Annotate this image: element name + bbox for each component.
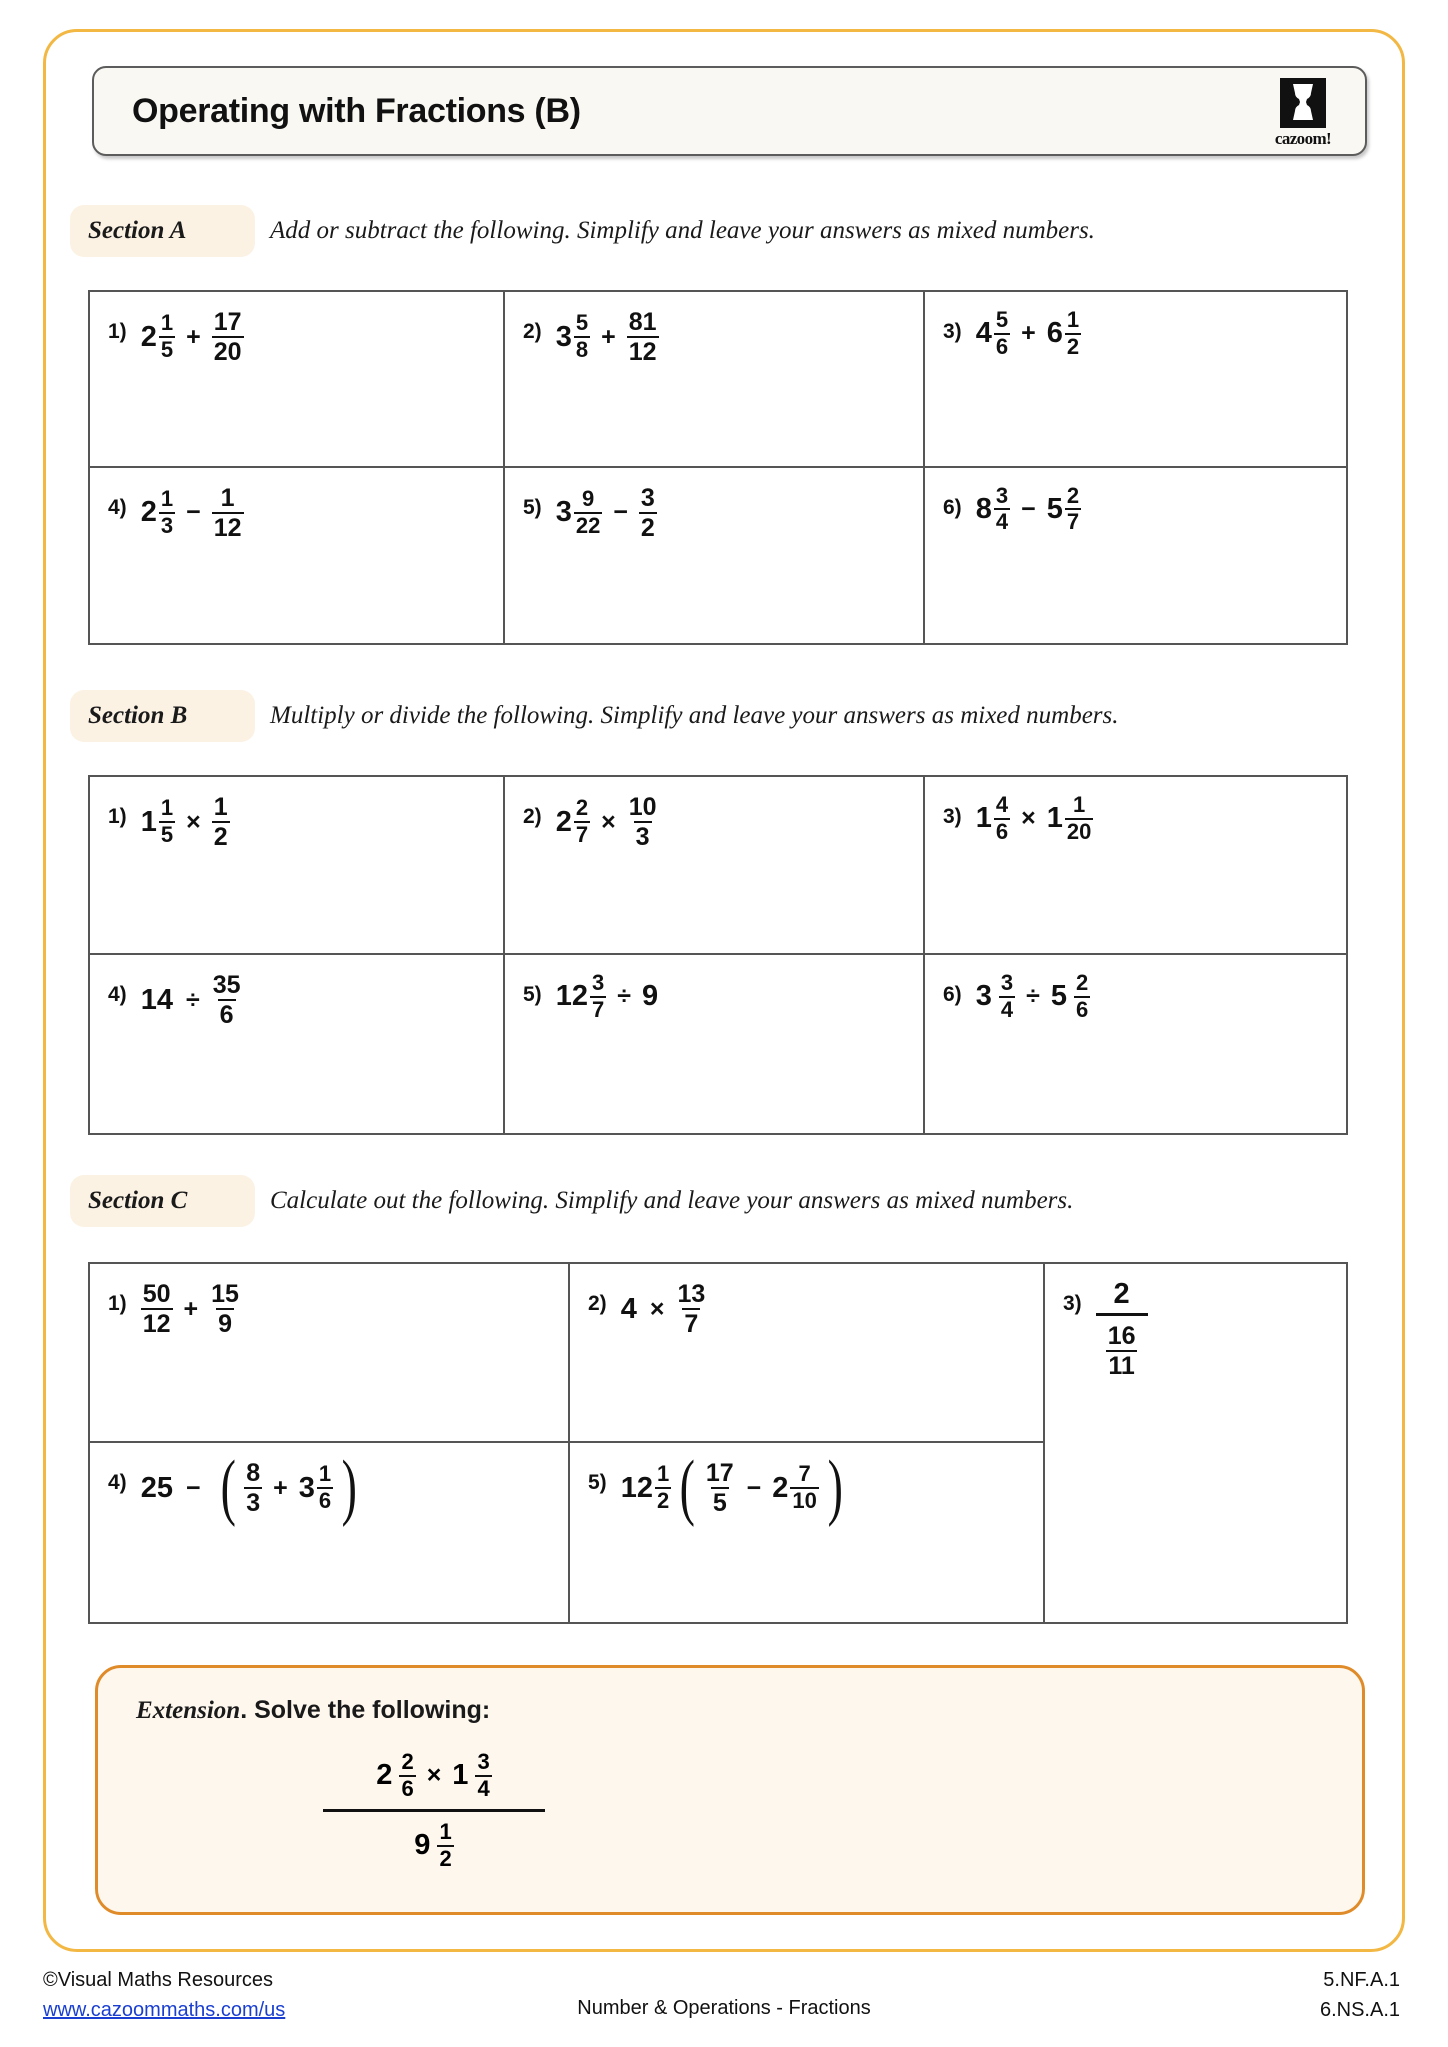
extension-expression xyxy=(323,1750,545,1872)
cazoom-logo xyxy=(1259,76,1347,150)
question-number: 1) xyxy=(108,320,127,343)
copyright-text: ©Visual Maths Resources xyxy=(43,1969,274,1991)
fraction-numerator: 15 xyxy=(211,1280,239,1308)
section-b-instruction: Multiply or divide the following. Simplify and leave your answers as mixed numbers. xyxy=(270,702,1119,729)
section-a-pill xyxy=(70,205,255,257)
fraction-denominator: 10 xyxy=(792,1488,817,1513)
fraction-denominator: 4 xyxy=(995,509,1009,535)
question-number: 6) xyxy=(943,495,962,519)
fraction-numerator: 1 xyxy=(1072,792,1086,817)
mixed-whole-part: 3 xyxy=(555,496,572,528)
open-paren: ( xyxy=(679,1446,696,1529)
mixed-whole-part: 9 xyxy=(414,1829,431,1862)
operator: − xyxy=(613,498,628,526)
fraction-denominator: 5 xyxy=(160,337,174,362)
mixed-whole-part: 2 xyxy=(376,1759,393,1792)
cazoom-cup-logo-icon xyxy=(1280,78,1326,128)
mixed-whole-part: 1 xyxy=(140,805,157,838)
fraction-numerator: 81 xyxy=(628,308,657,336)
whole-number: 4 xyxy=(620,1292,637,1325)
operator: × xyxy=(186,807,201,836)
fraction-numerator: 35 xyxy=(212,971,241,999)
operator: − xyxy=(1021,494,1036,523)
fraction-numerator: 1 xyxy=(439,1819,452,1845)
fraction xyxy=(212,484,244,542)
question-expression xyxy=(556,793,659,851)
mixed-number xyxy=(772,1462,819,1513)
section-a-question-grid xyxy=(88,290,1348,645)
fraction-numerator: 2 xyxy=(401,1749,414,1774)
question-number: 5) xyxy=(523,495,542,519)
fraction-numerator: 1 xyxy=(318,1461,332,1487)
fraction-numerator: 5 xyxy=(575,310,589,336)
mixed-number xyxy=(141,487,175,538)
fraction xyxy=(574,487,602,538)
close-paren: ) xyxy=(827,1446,843,1529)
fraction xyxy=(437,1820,453,1871)
mixed-whole-part: 3 xyxy=(975,980,992,1013)
complex-fraction-denominator xyxy=(1096,1313,1148,1380)
fraction xyxy=(212,308,244,366)
fraction xyxy=(141,1280,173,1338)
fraction-numerator: 17 xyxy=(705,1459,734,1487)
question-cell[interactable] xyxy=(90,468,505,644)
fraction xyxy=(212,793,230,851)
mixed-number xyxy=(1047,308,1081,359)
fraction-denominator: 4 xyxy=(477,1775,490,1801)
open-paren: ( xyxy=(220,1446,236,1529)
complex-fraction-numerator: 2 xyxy=(1113,1278,1130,1310)
question-cell[interactable] xyxy=(570,1443,1045,1622)
fraction-denominator: 3 xyxy=(160,512,174,538)
fraction-denominator: 2 xyxy=(439,1845,452,1871)
fraction xyxy=(159,487,175,538)
fraction xyxy=(574,796,590,847)
fraction xyxy=(1065,484,1081,535)
section-b-label: Section B xyxy=(88,702,188,729)
question-expression xyxy=(621,1280,708,1338)
operator: × xyxy=(601,807,616,836)
mixed-number xyxy=(452,1750,491,1801)
mixed-number xyxy=(141,311,175,362)
fraction xyxy=(159,311,175,362)
section-c-pill xyxy=(70,1175,255,1227)
question-expression xyxy=(141,793,230,851)
fraction-numerator: 3 xyxy=(477,1749,490,1774)
mixed-whole-part: 8 xyxy=(975,492,992,525)
page-title: Operating with Fractions (B) xyxy=(132,91,581,130)
mixed-number xyxy=(556,487,603,538)
fraction-numerator: 16 xyxy=(1107,1322,1136,1350)
mixed-number xyxy=(1047,484,1081,535)
question-cell[interactable] xyxy=(90,292,505,468)
operator: + xyxy=(601,322,616,351)
fraction xyxy=(790,1462,818,1513)
mixed-number xyxy=(141,796,175,847)
mixed-number xyxy=(976,308,1010,359)
section-c-instruction: Calculate out the following. Simplify and leave your answers as mixed numbers. xyxy=(270,1187,1074,1214)
mixed-whole-part: 6 xyxy=(1046,317,1063,350)
fraction-numerator: 10 xyxy=(628,793,657,821)
mixed-whole-part: 2 xyxy=(555,805,572,838)
operator: × xyxy=(649,1294,665,1323)
fraction xyxy=(994,793,1010,844)
mixed-whole-part: 2 xyxy=(140,320,157,353)
extension-numerator xyxy=(360,1750,507,1809)
section-a-instruction: Add or subtract the following. Simplify and leave your answers as mixed numbers. xyxy=(270,217,1095,244)
fraction-denominator: 2 xyxy=(1066,333,1080,359)
fraction-numerator: 1 xyxy=(160,485,174,511)
operator: ÷ xyxy=(1026,982,1040,1011)
fraction-denominator: 11 xyxy=(1108,1352,1135,1380)
fraction xyxy=(475,1750,491,1801)
cazoom-logo-text: cazoom! xyxy=(1274,128,1332,148)
question-expression xyxy=(556,484,657,542)
question-number: 3) xyxy=(943,320,962,343)
fraction-denominator: 6 xyxy=(995,333,1009,359)
question-number: 5) xyxy=(588,1471,607,1494)
mixed-number xyxy=(556,796,590,847)
extension-label-italic: Extension xyxy=(136,1697,241,1724)
question-cell[interactable] xyxy=(1045,1264,1346,1622)
question-number: 1) xyxy=(108,805,127,828)
operator: − xyxy=(186,498,201,526)
fraction xyxy=(994,308,1010,359)
section-header-b xyxy=(70,690,1360,742)
mixed-whole-part: 5 xyxy=(1046,492,1063,525)
whole-number: 9 xyxy=(641,980,659,1013)
mixed-number xyxy=(556,311,590,362)
close-paren: ) xyxy=(341,1446,358,1529)
fraction-denominator: 12 xyxy=(628,338,657,366)
fraction-denominator: 6 xyxy=(995,818,1009,844)
mixed-whole-part: 3 xyxy=(555,320,572,353)
fraction-numerator: 9 xyxy=(581,485,595,511)
operator: ÷ xyxy=(617,982,631,1011)
question-number: 3) xyxy=(1063,1292,1082,1315)
mixed-number xyxy=(376,1750,415,1801)
fraction-denominator: 20 xyxy=(213,338,242,366)
fraction-denominator: 22 xyxy=(575,512,601,538)
mixed-whole-part: 3 xyxy=(298,1471,315,1504)
fraction xyxy=(999,971,1015,1022)
mixed-number xyxy=(1047,793,1094,844)
question-expression xyxy=(556,971,660,1022)
fraction xyxy=(1074,971,1090,1022)
fraction-numerator: 13 xyxy=(677,1280,706,1308)
mixed-number xyxy=(976,793,1010,844)
fraction-numerator: 3 xyxy=(591,970,605,995)
fraction-numerator: 1 xyxy=(220,483,235,512)
operator: × xyxy=(1021,804,1036,833)
mixed-whole-part: 1 xyxy=(1046,802,1063,835)
question-cell[interactable] xyxy=(505,292,925,468)
fraction-denominator: 20 xyxy=(1066,818,1092,844)
fraction xyxy=(1106,1322,1138,1380)
question-cell[interactable] xyxy=(925,955,1346,1133)
fraction-numerator: 3 xyxy=(1000,970,1014,995)
question-expression xyxy=(141,484,244,542)
question-number: 2) xyxy=(588,1292,607,1315)
mixed-number xyxy=(976,484,1010,535)
fraction xyxy=(655,1462,671,1513)
fraction-numerator: 7 xyxy=(798,1461,811,1487)
question-number: 6) xyxy=(943,983,962,1006)
mixed-number xyxy=(414,1820,453,1871)
question-cell[interactable] xyxy=(505,777,925,955)
question-expression xyxy=(141,971,243,1029)
fraction xyxy=(211,971,243,1029)
website-link[interactable]: www.cazoommaths.com/us xyxy=(43,1999,286,2021)
question-number: 4) xyxy=(108,1471,127,1494)
mixed-whole-part: 1 xyxy=(975,802,992,835)
question-expression xyxy=(141,1280,241,1338)
fraction-numerator: 1 xyxy=(160,310,174,336)
fraction-denominator: 3 xyxy=(635,823,650,851)
mixed-number xyxy=(299,1462,333,1513)
operator: − xyxy=(185,1473,201,1502)
operator: + xyxy=(186,322,201,351)
fraction-denominator: 6 xyxy=(401,1775,414,1801)
extension-denominator xyxy=(323,1809,545,1871)
mixed-whole-part: 12 xyxy=(555,980,588,1013)
mixed-number xyxy=(976,971,1015,1022)
fraction-denominator: 7 xyxy=(591,996,605,1022)
mixed-whole-part: 4 xyxy=(975,317,992,350)
mixed-whole-part: 2 xyxy=(140,496,157,528)
mixed-number xyxy=(621,1462,672,1513)
question-number: 2) xyxy=(523,805,542,828)
fraction-denominator: 7 xyxy=(575,822,589,847)
fraction xyxy=(1065,308,1081,359)
fraction-denominator: 6 xyxy=(219,1001,234,1029)
fraction xyxy=(317,1462,333,1513)
whole-number: 25 xyxy=(140,1471,173,1504)
question-number: 3) xyxy=(943,805,962,828)
whole-number: 14 xyxy=(140,983,173,1016)
section-b-question-grid xyxy=(88,775,1348,1135)
fraction-numerator: 1 xyxy=(656,1461,670,1487)
fraction-denominator: 5 xyxy=(160,822,174,847)
fraction xyxy=(1065,793,1093,844)
complex-fraction xyxy=(1096,1280,1148,1380)
footer xyxy=(0,1965,1448,2047)
worksheet-title-bar xyxy=(92,66,1367,156)
question-expression xyxy=(556,308,659,366)
question-cell[interactable] xyxy=(925,292,1346,468)
operator: + xyxy=(183,1294,199,1323)
question-cell[interactable] xyxy=(505,955,925,1133)
question-cell[interactable] xyxy=(90,955,505,1133)
fraction-denominator: 12 xyxy=(142,1310,171,1338)
operator: − xyxy=(746,1473,762,1502)
section-c-label: Section C xyxy=(88,1187,188,1214)
fraction-numerator: 2 xyxy=(1066,482,1080,508)
question-expression xyxy=(976,971,1091,1022)
question-cell[interactable] xyxy=(925,468,1346,644)
fraction-numerator: 8 xyxy=(246,1459,261,1487)
fraction-denominator: 2 xyxy=(213,823,228,851)
question-number: 4) xyxy=(108,495,127,519)
operator: + xyxy=(273,1473,288,1502)
fraction-denominator: 7 xyxy=(1066,509,1080,535)
standard-1: 5.NF.A.1 xyxy=(1323,1969,1400,1991)
section-b-pill xyxy=(70,690,255,742)
fraction-denominator: 6 xyxy=(1075,996,1089,1022)
fraction-numerator: 3 xyxy=(640,483,655,512)
question-expression xyxy=(140,1446,366,1529)
fraction xyxy=(244,1459,262,1517)
fraction-numerator: 2 xyxy=(1075,970,1089,995)
extension-label-rest: . Solve the following: xyxy=(240,1696,491,1724)
standard-2: 6.NS.A.1 xyxy=(1319,1999,1400,2021)
fraction xyxy=(159,796,175,847)
mixed-number xyxy=(556,971,607,1022)
fraction-denominator: 9 xyxy=(218,1310,232,1338)
question-number: 5) xyxy=(523,983,542,1006)
mixed-whole-part: 2 xyxy=(772,1471,789,1504)
question-number: 1) xyxy=(108,1292,127,1315)
question-number: 4) xyxy=(108,983,127,1006)
fraction-numerator: 4 xyxy=(995,792,1009,817)
fraction-denominator: 12 xyxy=(213,513,242,542)
question-expression xyxy=(976,308,1081,359)
fraction-denominator: 5 xyxy=(712,1489,727,1517)
question-cell[interactable] xyxy=(90,1264,570,1443)
operator: + xyxy=(1021,319,1036,348)
fraction xyxy=(574,311,590,362)
fraction-numerator: 1 xyxy=(213,793,228,821)
question-expression xyxy=(976,484,1081,535)
fraction-numerator: 3 xyxy=(995,482,1009,508)
fraction-numerator: 5 xyxy=(995,307,1009,332)
mixed-whole-part: 1 xyxy=(452,1759,469,1792)
fraction-denominator: 6 xyxy=(318,1488,332,1513)
question-expression xyxy=(620,1446,852,1529)
section-a-label: Section A xyxy=(88,217,187,244)
question-expression xyxy=(976,793,1094,844)
fraction-denominator: 2 xyxy=(640,513,655,542)
question-cell[interactable] xyxy=(90,777,505,955)
fraction xyxy=(209,1280,241,1338)
question-cell[interactable] xyxy=(570,1264,1045,1443)
mixed-number xyxy=(1051,971,1090,1022)
fraction xyxy=(675,1280,707,1338)
question-cell[interactable] xyxy=(925,777,1346,955)
fraction xyxy=(399,1750,415,1801)
operator: ÷ xyxy=(185,985,200,1014)
section-header-a xyxy=(70,205,1360,257)
mixed-whole-part: 12 xyxy=(620,1471,653,1504)
fraction-denominator: 3 xyxy=(246,1489,261,1517)
mixed-whole-part: 5 xyxy=(1050,980,1067,1013)
fraction-denominator: 4 xyxy=(1000,996,1014,1022)
fraction-numerator: 17 xyxy=(213,308,242,336)
question-cell[interactable] xyxy=(90,1443,570,1622)
fraction xyxy=(590,971,606,1022)
fraction-denominator: 2 xyxy=(656,1488,670,1513)
fraction-numerator: 50 xyxy=(142,1280,171,1308)
fraction xyxy=(639,484,657,542)
fraction xyxy=(704,1459,736,1517)
section-header-c xyxy=(70,1175,1360,1227)
fraction-numerator: 2 xyxy=(575,795,589,821)
question-cell[interactable] xyxy=(505,468,925,644)
question-expression xyxy=(1096,1280,1148,1380)
operator: × xyxy=(426,1761,442,1790)
question-number: 2) xyxy=(523,320,542,343)
fraction xyxy=(627,793,659,851)
extension-label xyxy=(136,1696,490,1725)
fraction xyxy=(627,308,659,366)
footer-standards xyxy=(1320,1965,1400,2025)
footer-topic: Number & Operations - Fractions xyxy=(577,1997,871,2019)
fraction-denominator: 8 xyxy=(575,337,589,362)
fraction xyxy=(994,484,1010,535)
fraction-numerator: 1 xyxy=(1066,307,1080,332)
fraction-denominator: 7 xyxy=(684,1310,699,1338)
extension-box xyxy=(95,1665,1365,1915)
fraction-numerator: 1 xyxy=(160,795,174,821)
question-expression xyxy=(141,308,244,366)
section-c-question-grid xyxy=(88,1262,1348,1624)
